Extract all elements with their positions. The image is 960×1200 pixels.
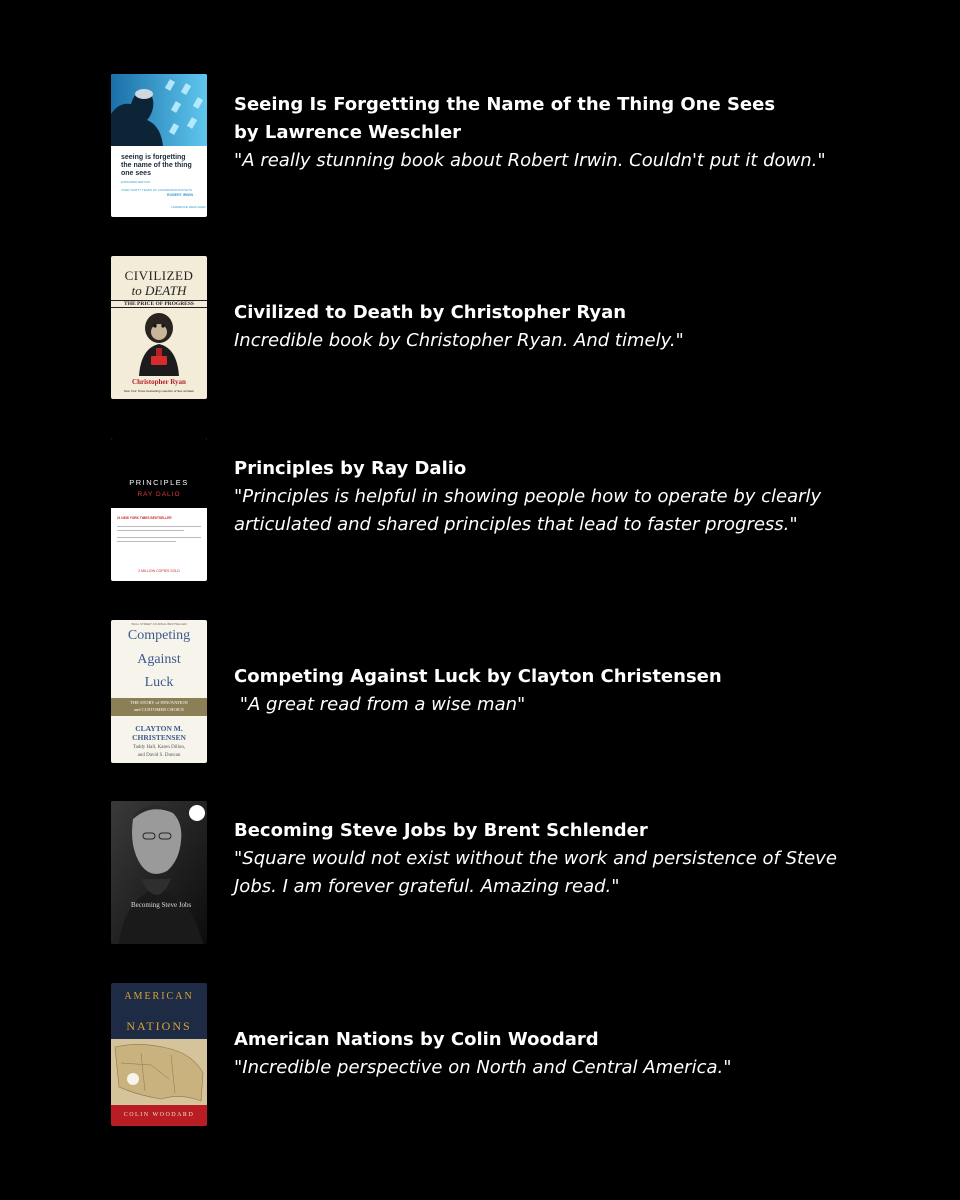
cover-subtitle-line: and CUSTOMER CHOICE — [134, 707, 184, 712]
book-entry — [111, 620, 871, 764]
book-quote: "Square would not exist without the work and persistence of Steve Jobs. I am forever grateful. Amazing read." — [234, 848, 837, 897]
book-cover[interactable] — [111, 74, 207, 217]
book-quote: "A great read from a wise man" — [234, 694, 526, 715]
cover-author: Christopher Ryan — [132, 378, 186, 386]
cover-author-line: CLAYTON M. — [135, 724, 183, 733]
book-cover[interactable] — [111, 438, 207, 581]
cover-author-line: CHRISTENSEN — [132, 733, 186, 742]
book-cover[interactable] — [111, 801, 207, 944]
cover-title-line: CIVILIZED — [124, 268, 194, 283]
book-quote: Incredible book by Christopher Ryan. And timely." — [234, 330, 684, 351]
cover-coauthors-line: Taddy Hall, Karen Dillon, — [132, 745, 186, 750]
book-entry — [111, 983, 871, 1127]
book-quote: "Incredible perspective on North and Central America." — [234, 1057, 732, 1078]
cover-title-line: Competing — [127, 628, 191, 643]
cover-blurb-lines — [117, 526, 201, 542]
cover-subject: ROBERT IRWIN — [167, 193, 193, 197]
cover-title-line: to DEATH — [131, 283, 187, 298]
book-title[interactable]: Seeing Is Forgetting the Name of the Thing One Sees — [234, 94, 776, 115]
cover-map — [111, 983, 207, 1126]
cover-title: Becoming Steve Jobs — [131, 901, 192, 909]
book-title[interactable]: Competing Against Luck by Clayton Christensen — [234, 666, 722, 687]
cover-title-line: the name of the thing — [121, 162, 192, 169]
book-quote: "A really stunning book about Robert Irwin. Couldn't put it down." — [234, 150, 826, 171]
cover-title: PRINCIPLES — [129, 478, 189, 487]
book-quote: "Principles is helpful in showing people how to operate by clearly articulated and shared principles that lead to faster progress." — [234, 486, 822, 535]
cover-top: WALL STREET JOURNAL BESTSELLER — [131, 622, 187, 626]
cover-title-line: one sees — [121, 170, 151, 177]
book-cover[interactable] — [111, 620, 207, 763]
cover-author: RAY DALIO — [137, 491, 181, 498]
book-title[interactable]: Principles by Ray Dalio — [234, 458, 467, 479]
cover-title-bottom: NATIONS — [126, 1019, 192, 1033]
cover-edition: EXPANDED EDITION — [121, 180, 151, 184]
cover-tagline: New York Times bestselling coauthor of Sex at Dawn — [123, 389, 195, 393]
book-title[interactable]: Civilized to Death by Christopher Ryan — [234, 302, 627, 323]
cover-bestseller: #1 NEW YORK TIMES BESTSELLER — [117, 516, 172, 520]
cover-subtitle: THE PRICE OF PROGRESS — [111, 300, 207, 308]
cover-sold: 2 MILLION COPIES SOLD — [138, 569, 180, 573]
book-entry — [111, 801, 871, 945]
book-entry — [111, 256, 871, 400]
cover-author: COLIN WOODARD — [123, 1112, 195, 1118]
cover-portrait — [111, 801, 207, 944]
book-byline: by Lawrence Weschler — [234, 122, 462, 143]
book-cover[interactable] — [111, 256, 207, 399]
cover-title-top: AMERICAN — [124, 991, 194, 1002]
cover-title-line: Luck — [144, 675, 174, 690]
cover-title-line: seeing is forgetting — [121, 154, 186, 161]
cover-subtitle-line: THE STORY of INNOVATION — [130, 700, 188, 705]
book-cover[interactable] — [111, 983, 207, 1126]
book-title[interactable]: Becoming Steve Jobs by Brent Schlender — [234, 820, 648, 841]
book-title[interactable]: American Nations by Colin Woodard — [234, 1029, 599, 1050]
book-entry — [111, 74, 871, 218]
book-entry — [111, 438, 871, 582]
cover-author: LAWRENCE WESCHLER — [171, 205, 206, 209]
cover-subtitle: OVER THIRTY YEARS OF CONVERSATIONS WITH — [121, 188, 193, 192]
cover-coauthors-line: and David S. Duncan — [137, 753, 181, 758]
cover-title-line: Against — [137, 652, 181, 667]
